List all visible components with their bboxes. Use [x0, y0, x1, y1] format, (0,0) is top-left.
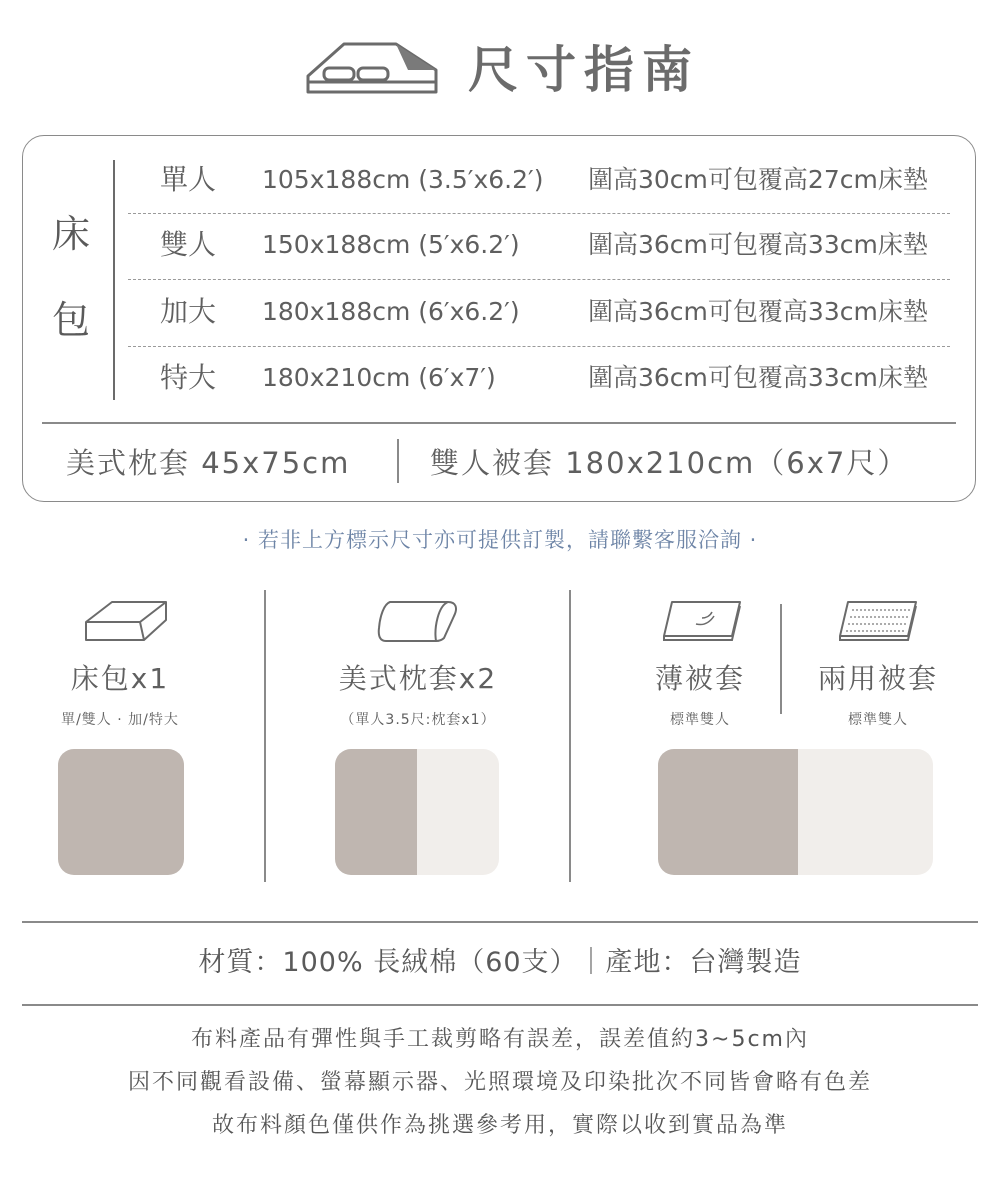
dashed-divider: [128, 279, 950, 280]
size-note: 圍高36cm可包覆高33cm床墊: [588, 230, 928, 259]
materials-origin: 材質：100% 長絨棉（60支）｜產地：台灣製造: [198, 947, 802, 978]
column-divider: [569, 590, 571, 882]
horizontal-divider: [22, 1004, 978, 1006]
page-title: 尺寸指南: [468, 41, 700, 99]
disclaimer-line: 因不同觀看設備、螢幕顯示器、光照環境及印染批次不同皆會略有色差: [127, 1070, 872, 1095]
product-subtitle: 標準雙人: [848, 712, 908, 728]
quilt-icon: [836, 598, 920, 644]
size-note: 圍高36cm可包覆高33cm床墊: [588, 363, 928, 392]
size-name: 特大: [160, 361, 217, 394]
product-title: 兩用被套: [817, 662, 938, 695]
disclaimer-line: 布料產品有彈性與手工裁剪略有誤差，誤差值約3~5cm內: [191, 1027, 809, 1052]
size-dimensions: 180x188cm (6′x6.2′): [262, 297, 520, 326]
vertical-divider: [397, 439, 399, 483]
size-name: 加大: [160, 295, 217, 328]
color-swatch-taupe[interactable]: [58, 749, 184, 875]
product-title: 薄被套: [654, 662, 745, 695]
fitted-sheet-label: 床: [52, 212, 91, 256]
dashed-divider: [128, 213, 950, 214]
thin-duvet-icon: [660, 598, 744, 644]
horizontal-divider: [22, 921, 978, 923]
horizontal-divider: [42, 422, 956, 424]
product-title: 美式枕套x2: [338, 662, 498, 695]
color-swatch-taupe[interactable]: [335, 749, 417, 875]
pillow-icon: [376, 598, 460, 644]
disclaimer-line: 故布料顏色僅供作為挑選參考用，實際以收到實品為準: [211, 1113, 788, 1138]
dashed-divider: [128, 346, 950, 347]
column-divider: [780, 604, 782, 714]
vertical-divider: [113, 160, 115, 400]
color-swatch-taupe[interactable]: [658, 749, 798, 875]
product-subtitle: 單/雙人 · 加/特大: [61, 712, 179, 728]
size-name: 單人: [160, 163, 217, 196]
custom-order-note: · 若非上方標示尺寸亦可提供訂製，請聯繫客服洽詢 ·: [242, 528, 758, 552]
fitted-sheet-label: 包: [52, 298, 91, 342]
product-subtitle: （單人3.5尺:枕套x1）: [340, 712, 496, 728]
size-note: 圍高30cm可包覆高27cm床墊: [588, 165, 928, 194]
product-title: 床包x1: [70, 662, 170, 695]
size-dimensions: 180x210cm (6′x7′): [262, 363, 496, 392]
color-swatch-cream[interactable]: [417, 749, 499, 875]
fitted-sheet-icon: [82, 598, 172, 644]
column-divider: [264, 590, 266, 882]
size-dimensions: 150x188cm (5′x6.2′): [262, 230, 520, 259]
duvet-cover-size: 雙人被套 180x210cm（6x7尺）: [430, 446, 909, 480]
product-subtitle: 標準雙人: [670, 712, 730, 728]
size-note: 圍高36cm可包覆高33cm床墊: [588, 297, 928, 326]
bed-house-icon: [304, 36, 440, 96]
size-dimensions: 105x188cm (3.5′x6.2′): [262, 165, 544, 194]
color-swatch-cream[interactable]: [798, 749, 933, 875]
pillowcase-size: 美式枕套 45x75cm: [66, 446, 351, 480]
size-name: 雙人: [160, 228, 217, 261]
